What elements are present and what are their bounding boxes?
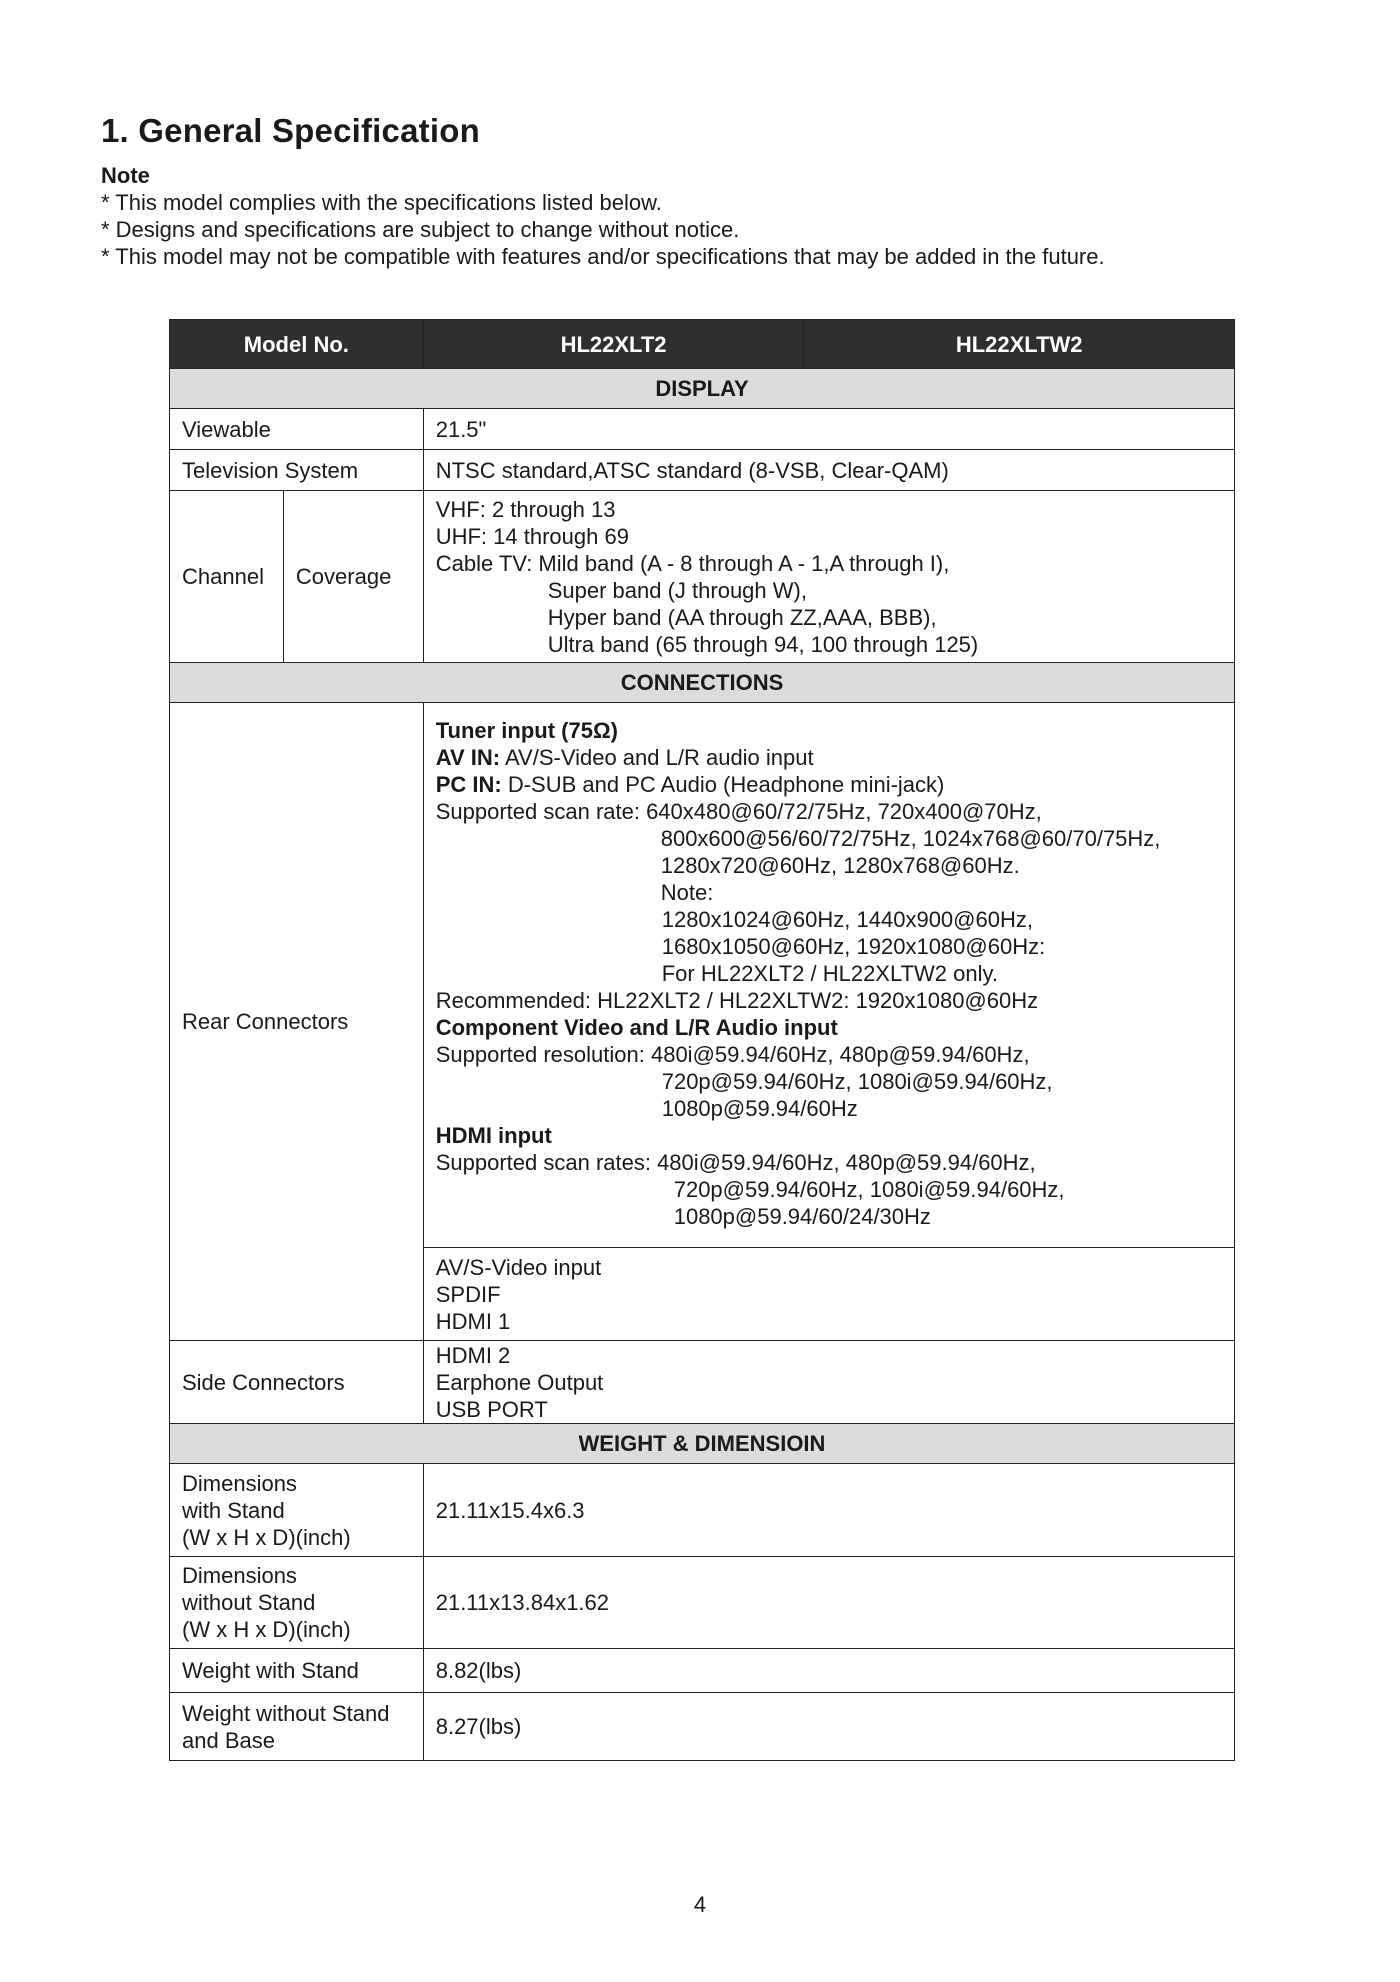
pc-in-label: PC IN: [435, 772, 502, 797]
header-model-b: HL22XLTW2 [804, 320, 1235, 369]
scan-rate-line: Supported scan rate: 640x480@60/72/75Hz, 720x400@70Hz, [435, 799, 1042, 824]
component-line: 720p@59.94/60Hz, 1080i@59.94/60Hz, [661, 1069, 1053, 1094]
dim-nostand-value: 21.11x13.84x1.62 [423, 1557, 1234, 1649]
side-line: HDMI 2 [435, 1342, 511, 1368]
weight-nostand-label-line: and Base [182, 1727, 275, 1753]
dim-stand-label-line: with Stand [182, 1497, 285, 1523]
coverage-line: Super band (J through W), [547, 577, 807, 603]
note-block [101, 162, 1105, 270]
dim-nostand-label-line: without Stand [182, 1590, 316, 1615]
component-line: 1080p@59.94/60Hz [661, 1096, 858, 1121]
table-row [170, 1464, 1235, 1557]
section-display-row [170, 369, 1235, 409]
scan-rate-line: 800x600@56/60/72/75Hz, 1024x768@60/70/75Hz, [660, 826, 1161, 851]
coverage-line: Cable TV: Mild band (A - 8 through A - 1,A through I), [435, 550, 950, 576]
side-connectors-label: Side Connectors [170, 1341, 424, 1424]
viewable-label: Viewable [170, 409, 424, 450]
tv-system-value: NTSC standard,ATSC standard (8-VSB, Clear-QAM) [423, 450, 1234, 491]
header-model-a: HL22XLT2 [423, 320, 804, 369]
section-weight: WEIGHT & DIMENSIOIN [170, 1424, 1235, 1464]
table-row [170, 450, 1235, 491]
dim-stand-label-line: Dimensions [182, 1470, 297, 1496]
weight-nostand-label-line: Weight without Stand [182, 1700, 390, 1726]
component-title: Component Video and L/R Audio input [435, 1015, 838, 1040]
coverage-value [423, 491, 1234, 663]
table-row [170, 1557, 1235, 1649]
section-display: DISPLAY [170, 369, 1235, 409]
table-row [170, 491, 1235, 663]
section-connections-row [170, 663, 1235, 703]
table-row [170, 409, 1235, 450]
side-connectors-value [423, 1341, 1234, 1424]
side-line: Earphone Output [435, 1369, 604, 1395]
rear-connectors-label: Rear Connectors [170, 703, 424, 1341]
pc-in-line [436, 771, 1222, 798]
channel-label: Channel [170, 491, 284, 663]
scan-rate-line: Note: [660, 880, 714, 905]
table-row [170, 1649, 1235, 1693]
weight-stand-value: 8.82(lbs) [423, 1649, 1234, 1693]
weight-stand-label: Weight with Stand [170, 1649, 424, 1693]
dim-nostand-label-line: Dimensions [182, 1563, 297, 1588]
tv-system-label: Television System [170, 450, 424, 491]
scan-rate-line: For HL22XLT2 / HL22XLTW2 only. [661, 961, 998, 986]
note-line: * This model may not be compatible with features and/or specifications that may be added in the future. [101, 244, 1105, 269]
dim-stand-label-line: (W x H x D)(inch) [182, 1524, 351, 1550]
coverage-label: Coverage [283, 491, 423, 663]
section-weight-row [170, 1424, 1235, 1464]
hdmi-title: HDMI input [435, 1123, 552, 1148]
rear-extra-line: AV/S-Video input [435, 1254, 602, 1280]
recommended-line: Recommended: HL22XLT2 / HL22XLTW2: 1920x1080@60Hz [435, 988, 1039, 1013]
table-row [170, 1341, 1235, 1424]
weight-nostand-value: 8.27(lbs) [423, 1693, 1234, 1761]
page-title: 1. General Specification [101, 112, 480, 149]
table-header-row [170, 320, 1235, 369]
av-in-label: AV IN: [435, 745, 501, 770]
rear-extra-value [423, 1248, 1234, 1341]
tuner-input: Tuner input (75Ω) [435, 718, 618, 743]
rear-extra-line: HDMI 1 [435, 1308, 511, 1334]
table-row [170, 703, 1235, 1248]
scan-rate-line: 1680x1050@60Hz, 1920x1080@60Hz: [661, 934, 1046, 959]
hdmi-line: 720p@59.94/60Hz, 1080i@59.94/60Hz, [673, 1177, 1065, 1202]
rear-extra-line: SPDIF [435, 1281, 501, 1307]
scan-rate-line: 1280x720@60Hz, 1280x768@60Hz. [660, 853, 1020, 878]
dim-stand-label [170, 1464, 424, 1557]
av-in-value: AV/S-Video and L/R audio input [500, 745, 814, 770]
hdmi-line: 1080p@59.94/60/24/30Hz [673, 1204, 931, 1229]
weight-nostand-label [170, 1693, 424, 1761]
coverage-line: UHF: 14 through 69 [435, 523, 629, 549]
coverage-line: VHF: 2 through 13 [435, 496, 616, 522]
note-line: * Designs and specifications are subject to change without notice. [101, 217, 740, 242]
hdmi-line: Supported scan rates: 480i@59.94/60Hz, 480p@59.94/60Hz, [435, 1150, 1036, 1175]
dim-nostand-label-line: (W x H x D)(inch) [182, 1617, 351, 1642]
rear-connectors-value [423, 703, 1234, 1248]
pc-in-value: D-SUB and PC Audio (Headphone mini-jack) [501, 772, 945, 797]
side-line: USB PORT [435, 1396, 548, 1422]
note-line: * This model complies with the specifications listed below. [101, 190, 662, 215]
coverage-line: Hyper band (AA through ZZ,AAA, BBB), [547, 604, 937, 630]
viewable-value: 21.5" [423, 409, 1234, 450]
component-line: Supported resolution: 480i@59.94/60Hz, 480p@59.94/60Hz, [435, 1042, 1030, 1067]
dim-nostand-label [170, 1557, 424, 1649]
page-number: 4 [693, 1892, 707, 1917]
table-row [170, 1693, 1235, 1761]
spec-table [169, 319, 1235, 1761]
scan-rate-line: 1280x1024@60Hz, 1440x900@60Hz, [661, 907, 1033, 932]
note-title: Note [101, 163, 150, 188]
header-model-no: Model No. [170, 320, 424, 369]
coverage-line: Ultra band (65 through 94, 100 through 125) [547, 631, 979, 657]
section-connections: CONNECTIONS [170, 663, 1235, 703]
dim-stand-value: 21.11x15.4x6.3 [423, 1464, 1234, 1557]
av-in-line [436, 744, 1222, 771]
